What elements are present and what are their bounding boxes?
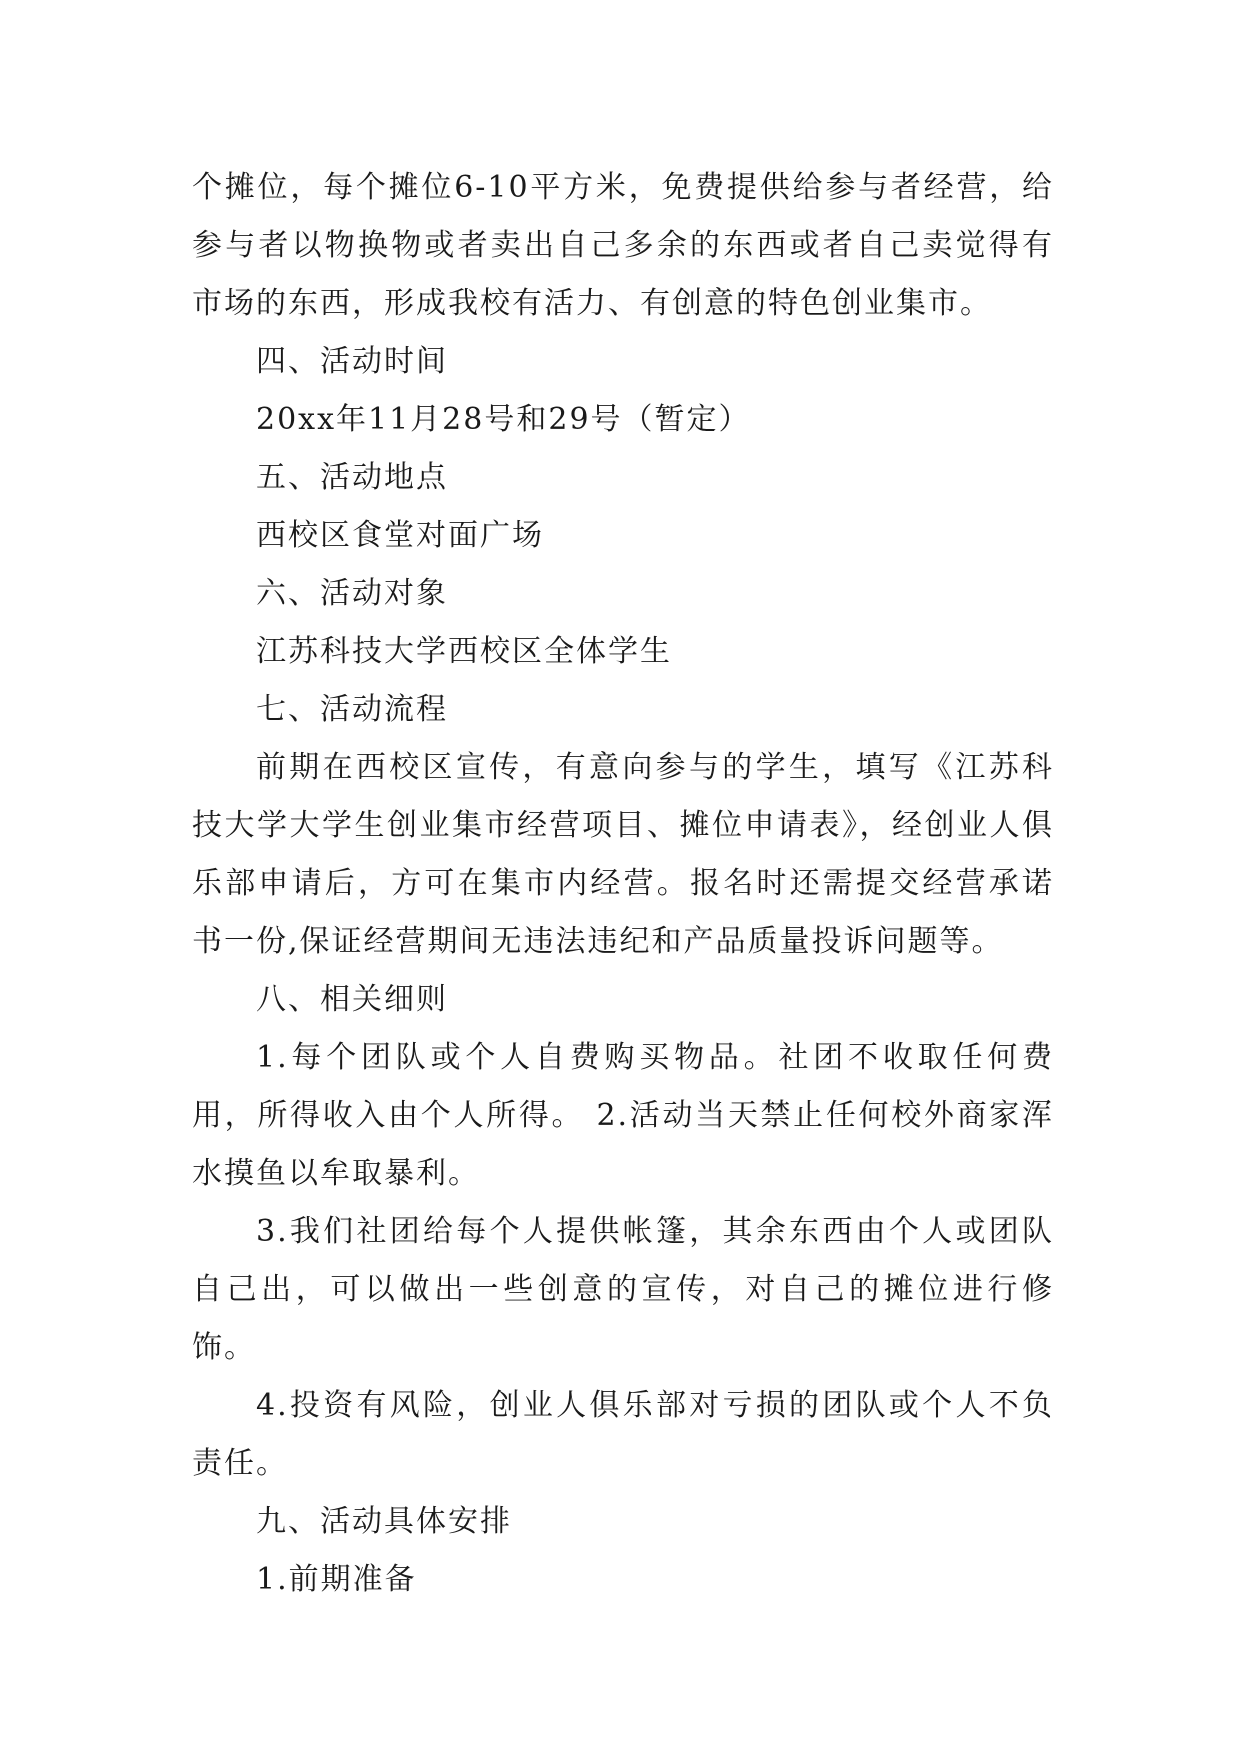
paragraph-preparation: 1.前期准备 (256, 1562, 417, 1597)
paragraph-process: 前期在西校区宣传，有意向参与的学生，填写《江苏科技大学大学生创业集市经营项目、摊位申请表》，经创业人俱乐部申请后，方可在集市内经营。报名时还需提交经营承诺书一份,保证经营期间无违法违纪和产品质量投诉问题等。 (192, 750, 1054, 959)
paragraph-location: 西校区食堂对面广场 (256, 518, 544, 553)
heading-rules: 八、相关细则 (256, 982, 448, 1017)
paragraph-audience: 江苏科技大学西校区全体学生 (256, 634, 672, 669)
paragraph-activity-date: 20xx年11月28号和29号（暂定） (256, 402, 751, 437)
heading-activity-location: 五、活动地点 (256, 460, 448, 495)
paragraph-rule-3: 3.我们社团给每个人提供帐篷，其余东西由个人或团队自己出，可以做出一些创意的宣传，对自己的摊位进行修饰。 (192, 1214, 1054, 1365)
document-body (192, 159, 1054, 1609)
heading-arrangement: 九、活动具体安排 (256, 1504, 512, 1539)
heading-activity-process: 七、活动流程 (256, 692, 448, 727)
heading-activity-time: 四、活动时间 (256, 344, 448, 379)
paragraph-rule-1-2: 1.每个团队或个人自费购买物品。社团不收取任何费用，所得收入由个人所得。 2.活动当天禁止任何校外商家浑水摸鱼以牟取暴利。 (192, 1040, 1054, 1191)
heading-activity-audience: 六、活动对象 (256, 576, 448, 611)
paragraph-rule-4: 4.投资有风险，创业人俱乐部对亏损的团队或个人不负责任。 (192, 1388, 1054, 1481)
paragraph-stall-description: 个摊位，每个摊位6-10平方米，免费提供给参与者经营，给参与者以物换物或者卖出自己多余的东西或者自己卖觉得有市场的东西，形成我校有活力、有创意的特色创业集市。 (192, 170, 1054, 321)
